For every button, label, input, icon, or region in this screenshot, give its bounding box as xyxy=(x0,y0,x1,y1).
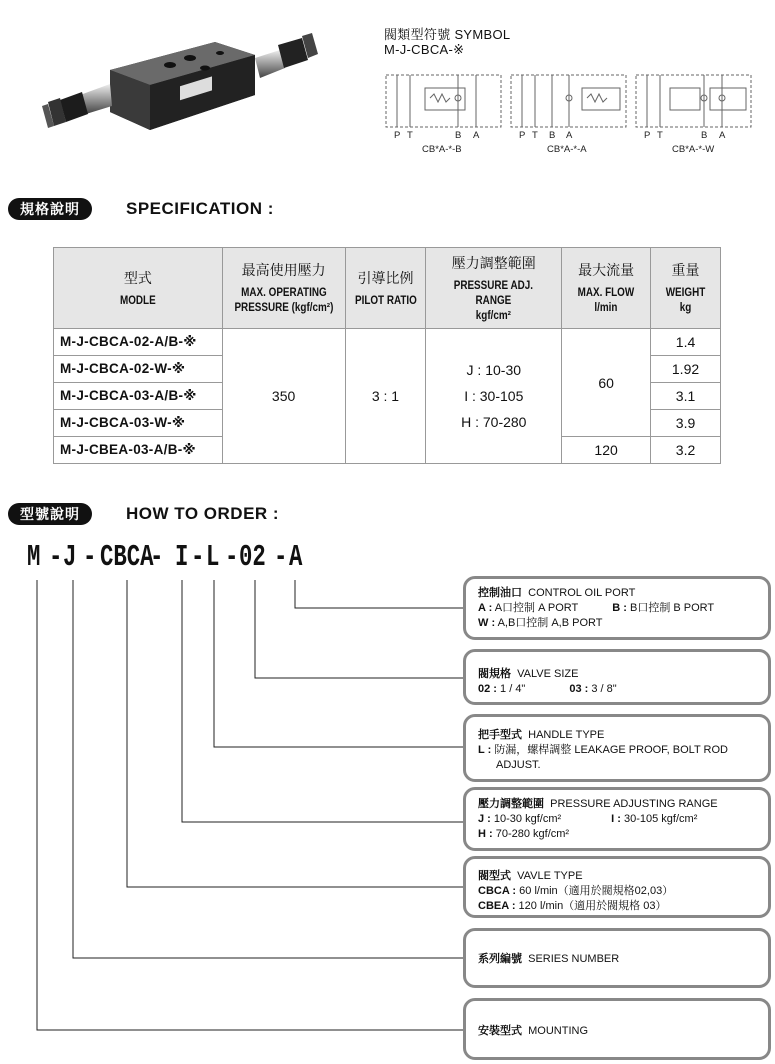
valve-cbca-text: 60 l/min（適用於閥規格02,03） xyxy=(519,885,674,897)
header-label-en: kg xyxy=(679,302,692,314)
header-label-en: MAX. FLOW xyxy=(577,287,635,299)
header-label-en: kgf/cm² xyxy=(476,309,512,322)
model-cell: M-J-CBCA-03-W-※ xyxy=(54,410,223,437)
order-code-separator: - xyxy=(49,540,63,575)
size-03-label: 03 : xyxy=(569,683,589,695)
size-02-label: 02 : xyxy=(478,683,497,695)
symbol-title-en: SYMBOL xyxy=(454,27,511,42)
order-code-segment: A xyxy=(289,540,303,575)
spec-badge: 規格說明 xyxy=(8,198,92,220)
symbol-port-label: B xyxy=(549,130,556,141)
max-pressure-cell: 350 xyxy=(222,329,345,464)
order-code-segment: L xyxy=(206,540,220,575)
valve-cbea-text: 120 l/min（適用於閥規格 03） xyxy=(518,900,667,912)
mounting-box xyxy=(463,998,771,1060)
range-j-label: J : xyxy=(478,813,491,825)
series-number-box xyxy=(463,928,771,988)
symbol-port-label: T xyxy=(657,130,663,141)
order-code-segment: M xyxy=(27,540,41,575)
symbol-caption: CB*A-*-B xyxy=(422,144,462,155)
port-a-label: A : xyxy=(478,602,493,614)
handle-l-label: L : xyxy=(478,744,492,756)
box-title-en: SERIES NUMBER xyxy=(528,953,620,965)
port-a-text: A口控制 A PORT xyxy=(494,602,579,614)
range-j-text: 10-30 kgf/cm² xyxy=(493,813,562,825)
range-h-text: 70-280 kgf/cm² xyxy=(495,828,570,840)
order-code-separator: - xyxy=(150,540,164,575)
header-label-zh: 型式 xyxy=(123,270,152,287)
box-title-zh: 閥規格 xyxy=(478,667,511,680)
port-w-text: A,B口控制 A,B PORT xyxy=(497,617,603,629)
header-label-en: PRESSURE ADJ. RANGE xyxy=(454,279,534,307)
pilot-ratio-cell: 3 : 1 xyxy=(345,329,426,464)
box-title-en: MOUNTING xyxy=(528,1025,589,1037)
size-02-text: 1 / 4" xyxy=(500,683,526,695)
port-b-text: B口控制 B PORT xyxy=(630,602,715,614)
symbol-port-label: P xyxy=(394,130,401,141)
order-code-separator: - xyxy=(274,540,288,575)
order-code-segment: CBCA xyxy=(100,540,154,575)
max-flow-cell-cbea: 120 xyxy=(562,437,651,464)
port-b-label: B : xyxy=(612,602,627,614)
header-label-zh: 最高使用壓力 xyxy=(241,263,326,279)
box-title-en: VAVLE TYPE xyxy=(517,870,583,882)
box-title-en: VALVE SIZE xyxy=(517,668,579,680)
valve-size-box xyxy=(463,649,771,705)
weight-cell: 3.1 xyxy=(651,383,721,410)
symbol-caption: CB*A-*-A xyxy=(547,144,587,155)
symbol-port-label: P xyxy=(644,130,651,141)
symbol-model: M-J-CBCA-※ xyxy=(384,42,465,57)
box-title-zh: 壓力調整範圍 xyxy=(478,797,544,810)
header-label-en: MAX. OPERATING xyxy=(240,287,327,299)
symbol-port-label: B xyxy=(455,130,462,141)
symbol-port-label: A xyxy=(719,130,726,141)
port-w-label: W : xyxy=(478,617,496,629)
header-label-en: PILOT RATIO xyxy=(354,294,417,307)
symbol-title-zh: 閥類型符號 xyxy=(384,28,451,43)
order-title: HOW TO ORDER : xyxy=(126,504,280,523)
symbol-port-label: A xyxy=(473,130,480,141)
range-i-text: 30-105 kgf/cm² xyxy=(624,813,698,825)
handle-l-text-cont: ADJUST. xyxy=(496,759,541,771)
symbol-port-label: T xyxy=(407,130,413,141)
order-code-separator: - xyxy=(191,540,205,575)
box-title-en: HANDLE TYPE xyxy=(528,729,605,741)
box-title-zh: 安裝型式 xyxy=(478,1024,522,1037)
weight-cell: 1.92 xyxy=(651,356,721,383)
valve-cbca-label: CBCA : xyxy=(478,885,517,897)
spec-title: SPECIFICATION : xyxy=(126,199,274,218)
box-title-zh: 系列編號 xyxy=(478,952,522,965)
symbol-port-label: P xyxy=(519,130,526,141)
pressure-range-h: H : 70-280 xyxy=(461,414,527,430)
model-cell: M-J-CBCA-03-A/B-※ xyxy=(54,383,223,410)
size-03-text: 3 / 8" xyxy=(591,683,617,695)
pressure-range-j: J : 10-30 xyxy=(466,362,522,378)
handle-type-box xyxy=(463,714,771,782)
handle-l-text: 防漏，螺桿調整 LEAKAGE PROOF, BOLT ROD xyxy=(494,744,729,756)
range-i-label: I : xyxy=(611,813,621,825)
order-badge: 型號說明 xyxy=(8,503,92,525)
box-title-zh: 控制油口 xyxy=(478,586,522,599)
header-label-en: l/min xyxy=(594,302,618,314)
weight-cell: 3.2 xyxy=(651,437,721,464)
weight-cell: 3.9 xyxy=(651,410,721,437)
model-cell: M-J-CBCA-02-A/B-※ xyxy=(54,329,223,356)
order-code-segment: 02 xyxy=(239,540,266,575)
pressure-range-i: I : 30-105 xyxy=(464,388,524,404)
order-code-segment: I xyxy=(175,540,189,575)
symbol-port-label: B xyxy=(701,130,708,141)
symbol-port-label: A xyxy=(566,130,573,141)
model-cell: M-J-CBEA-03-A/B-※ xyxy=(54,437,223,464)
header-label-en: MODLE xyxy=(119,294,156,307)
symbol-port-label: T xyxy=(532,130,538,141)
box-title-en: PRESSURE ADJUSTING RANGE xyxy=(550,798,718,810)
valve-cbea-label: CBEA : xyxy=(478,900,516,912)
order-code-separator: - xyxy=(225,540,239,575)
header-label-zh: 引導比例 xyxy=(357,270,414,287)
header-label-zh: 壓力調整範圍 xyxy=(451,255,536,272)
header-label-en: WEIGHT xyxy=(665,287,706,299)
model-cell: M-J-CBCA-02-W-※ xyxy=(54,356,223,383)
order-code-segment: J xyxy=(63,540,77,575)
valve-type-box xyxy=(463,856,771,918)
header-label-zh: 重量 xyxy=(671,263,700,279)
order-code-separator: - xyxy=(83,540,97,575)
header-label-en: PRESSURE (kgf/cm²) xyxy=(234,302,334,314)
symbol-caption: CB*A-*-W xyxy=(672,144,715,155)
control-oil-port-box xyxy=(463,576,771,640)
pressure-range-box xyxy=(463,787,771,851)
range-h-label: H : xyxy=(478,828,493,840)
box-title-zh: 把手型式 xyxy=(478,728,522,741)
weight-cell: 1.4 xyxy=(651,329,721,356)
max-flow-cell: 60 xyxy=(562,329,651,437)
header-label-zh: 最大流量 xyxy=(578,263,635,279)
box-title-zh: 閥型式 xyxy=(478,869,511,882)
box-title-en: CONTROL OIL PORT xyxy=(528,587,636,599)
